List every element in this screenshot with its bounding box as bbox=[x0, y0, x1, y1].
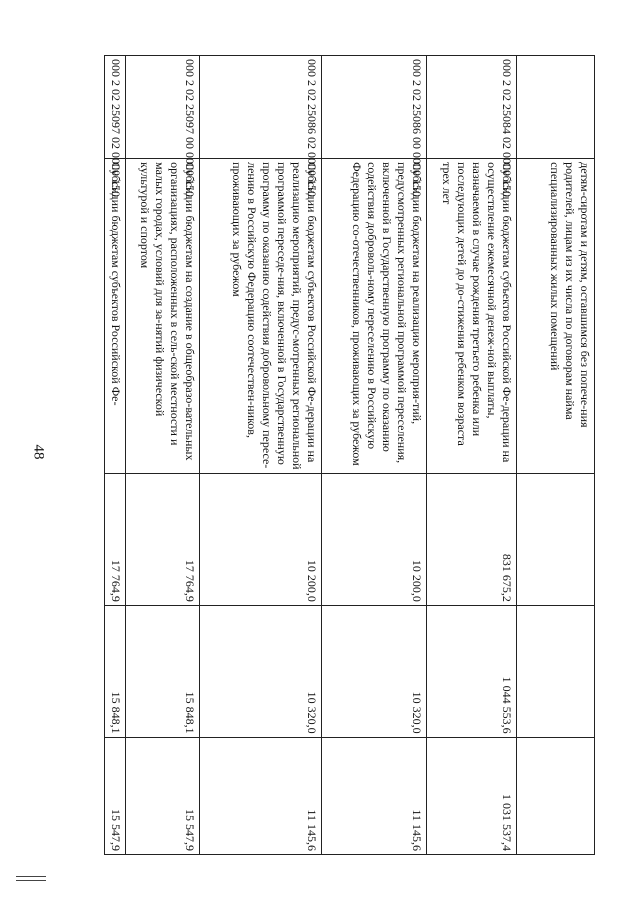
table-row bbox=[126, 56, 200, 855]
row-code: 000 2 02 25086 02 0000 150 bbox=[200, 56, 322, 159]
row-name: Субсидии бюджетам на реализацию мероприя-тий, предусмотренных региональной программой переселения, включенной в Государственную программу по оказанию содействия доброволь-ному переселению в Российскую Федерацию со-отечественников, проживающих за рубежом bbox=[322, 159, 427, 474]
row-value-2: 15 848,1 bbox=[105, 605, 126, 737]
row-name: Субсидии бюджетам на создание в общеобразо-вательных организациях, расположенных в сель-ской местности и малых городах, условий для за-нятий физической культурой и спортом bbox=[126, 159, 200, 474]
row-value-3: 11 145,6 bbox=[322, 737, 427, 854]
table-row bbox=[200, 56, 322, 855]
row-code: 000 2 02 25097 02 0000 150 bbox=[105, 56, 126, 159]
table-container bbox=[105, 55, 595, 855]
row-value-1 bbox=[517, 474, 595, 606]
row-name: Субсидии бюджетам субъектов Российской Фе- bbox=[105, 159, 126, 474]
table-row bbox=[427, 56, 517, 855]
row-code: 000 2 02 25097 00 0000 150 bbox=[126, 56, 200, 159]
row-value-3: 15 547,9 bbox=[105, 737, 126, 854]
row-value-1: 10 200,0 bbox=[200, 474, 322, 606]
page-edge-marks bbox=[16, 876, 46, 882]
row-value-3: 15 547,9 bbox=[126, 737, 200, 854]
row-value-2: 1 044 553,6 bbox=[427, 605, 517, 737]
table-row bbox=[517, 56, 595, 855]
row-value-2: 10 320,0 bbox=[200, 605, 322, 737]
row-value-3 bbox=[517, 737, 595, 854]
budget-table bbox=[104, 55, 595, 855]
row-value-1: 17 764,9 bbox=[126, 474, 200, 606]
table-row bbox=[105, 56, 126, 855]
row-code: 000 2 02 25086 00 0000 150 bbox=[322, 56, 427, 159]
row-name: детям-сиротам и детям, оставшимся без попече-ния родителей, лицам из их числа по договорам найма специализированных жилых помещений bbox=[517, 159, 595, 474]
table-row bbox=[322, 56, 427, 855]
row-value-2: 10 320,0 bbox=[322, 605, 427, 737]
row-name: Субсидии бюджетам субъектов Российской Фе-дерации на осуществление ежемесячной денеж-ной выплаты, назначаемой в случае рождения третьего ребенка или последующих детей до до-стижения ребенком возраста трех лет bbox=[427, 159, 517, 474]
row-value-1: 17 764,9 bbox=[105, 474, 126, 606]
row-code bbox=[517, 56, 595, 159]
row-value-3: 11 145,6 bbox=[200, 737, 322, 854]
row-value-2 bbox=[517, 605, 595, 737]
row-value-3: 1 031 537,4 bbox=[427, 737, 517, 854]
row-value-2: 15 848,1 bbox=[126, 605, 200, 737]
row-value-1: 831 675,2 bbox=[427, 474, 517, 606]
row-code: 000 2 02 25084 02 0000 150 bbox=[427, 56, 517, 159]
row-name: Субсидии бюджетам субъектов Российской Фе-дерации на реализацию мероприятий, предус-мотренных региональной программой переседе-ния, включенной в Государственную программу по оказанию содействия добровольному пересе-лению в Российскую Федерацию соотечествен-ников, проживающих за рубежом bbox=[200, 159, 322, 474]
page-number: 48 bbox=[30, 444, 47, 460]
row-value-1: 10 200,0 bbox=[322, 474, 427, 606]
